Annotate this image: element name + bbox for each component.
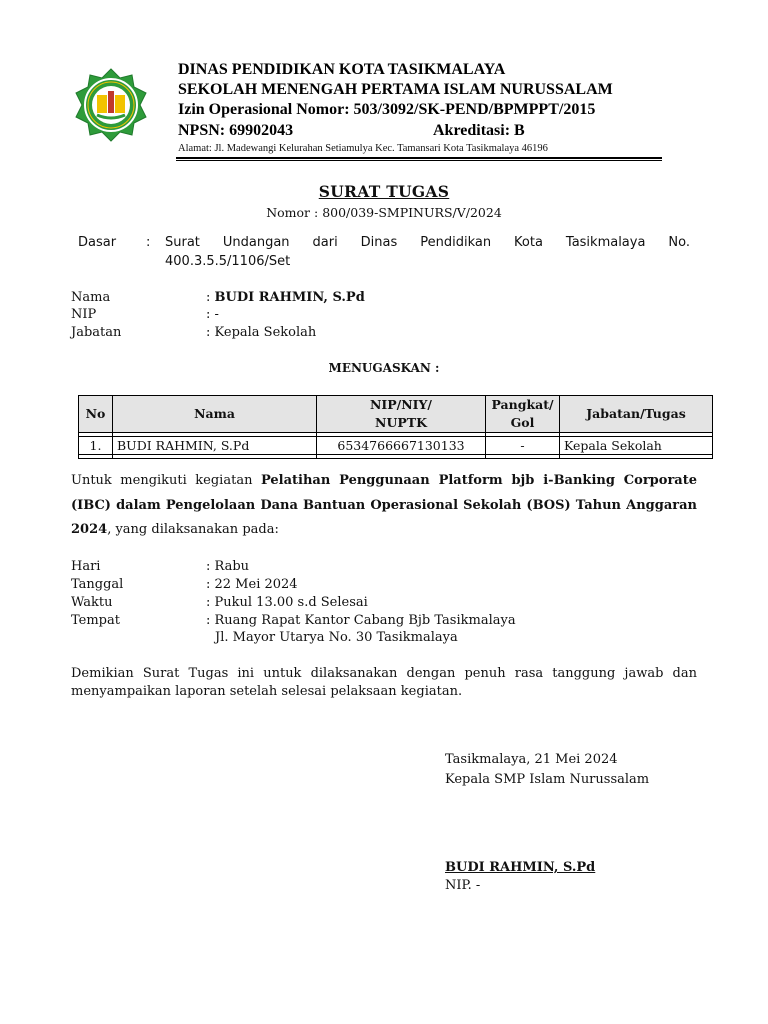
table-header-pangkat: Pangkat/ Gol	[486, 396, 560, 433]
school-logo	[70, 68, 152, 142]
signature-position: Kepala SMP Islam Nurussalam	[445, 772, 650, 787]
letterhead-divider-thin	[176, 160, 662, 161]
schedule-waktu-label: Waktu	[71, 595, 113, 610]
letterhead-agency: DINAS PENDIDIKAN KOTA TASIKMALAYA	[178, 61, 506, 78]
letterhead-divider	[176, 157, 662, 159]
identity-nip-label: NIP	[71, 307, 97, 322]
identity-nama-value: : BUDI RAHMIN, S.Pd	[206, 290, 365, 305]
table-spacer-row-bottom	[79, 455, 713, 459]
table-cell-pangkat: -	[486, 437, 560, 455]
closing-paragraph: Demikian Surat Tugas ini untuk dilaksanakan dengan penuh rasa tanggung jawab dan menyampaikan laporan setelah selesai pelaksaan kegiatan.	[71, 666, 697, 699]
document-title: SURAT TUGAS	[318, 182, 450, 201]
table-cell-nama: BUDI RAHMIN, S.Pd	[113, 437, 317, 455]
letterhead-school: SEKOLAH MENENGAH PERTAMA ISLAM NURUSSALAM	[178, 81, 613, 98]
schedule-hari-label: Hari	[71, 559, 101, 574]
signature-nip: NIP. -	[445, 878, 481, 893]
assignment-table	[78, 395, 713, 459]
school-logo-emblem	[70, 68, 152, 142]
table-header-nip: NIP/NIY/ NUPTK	[317, 396, 486, 433]
letterhead-npsn: NPSN: 69902043	[178, 122, 294, 139]
schedule-hari-value: : Rabu	[206, 559, 250, 574]
signature-name: BUDI RAHMIN, S.Pd	[445, 860, 596, 875]
identity-nip-value: : -	[206, 307, 219, 322]
menugaskan-heading: MENUGASKAN :	[328, 361, 440, 375]
table-cell-jabatan: Kepala Sekolah	[560, 437, 713, 455]
table-header-nama: Nama	[113, 396, 317, 433]
schedule-tempat-address: Jl. Mayor Utarya No. 30 Tasikmalaya	[215, 630, 458, 645]
activity-paragraph: Untuk mengikuti kegiatan Pelatihan Penggunaan Platform bjb i-Banking Corporate (IBC) dalam Pengelolaan Dana Bantuan Operasional Sekolah (BOS) Tahun Anggaran 2024, yang dilaksanakan pada:	[71, 473, 697, 537]
table-header-row	[79, 396, 713, 433]
schedule-tanggal-value: : 22 Mei 2024	[206, 577, 298, 592]
schedule-waktu-value: : Pukul 13.00 s.d Selesai	[206, 595, 368, 610]
table-cell-no: 1.	[79, 437, 113, 455]
schedule-tempat-label: Tempat	[71, 613, 120, 628]
letterhead-akreditasi: Akreditasi: B	[433, 122, 525, 139]
signature-place-date: Tasikmalaya, 21 Mei 2024	[445, 752, 618, 767]
table-header-jabatan: Jabatan/Tugas	[560, 396, 713, 433]
dasar-label: Dasar	[78, 235, 117, 250]
table-row	[79, 437, 713, 455]
letterhead-address: Alamat: Jl. Madewangi Kelurahan Setiamulya Kec. Tamansari Kota Tasikmalaya 46196	[178, 143, 548, 154]
identity-jabatan-label: Jabatan	[71, 325, 122, 340]
table-cell-nip: 6534766667130133	[317, 437, 486, 455]
dasar-text-line1: Surat Undangan dari Dinas Pendidikan Kota Tasikmalaya No.	[165, 235, 690, 250]
document-number: Nomor : 800/039-SMPINURS/V/2024	[266, 205, 502, 220]
dasar-separator: :	[146, 235, 151, 250]
identity-nama-label: Nama	[71, 290, 111, 305]
table-header-no: No	[79, 396, 113, 433]
schedule-tempat-value: : Ruang Rapat Kantor Cabang Bjb Tasikmalaya	[206, 613, 516, 628]
dasar-text-line2: 400.3.5.5/1106/Set	[165, 254, 291, 269]
schedule-tanggal-label: Tanggal	[71, 577, 124, 592]
identity-jabatan-value: : Kepala Sekolah	[206, 325, 317, 340]
letterhead-permit: Izin Operasional Nomor: 503/3092/SK-PEND/BPMPPT/2015	[178, 101, 596, 118]
